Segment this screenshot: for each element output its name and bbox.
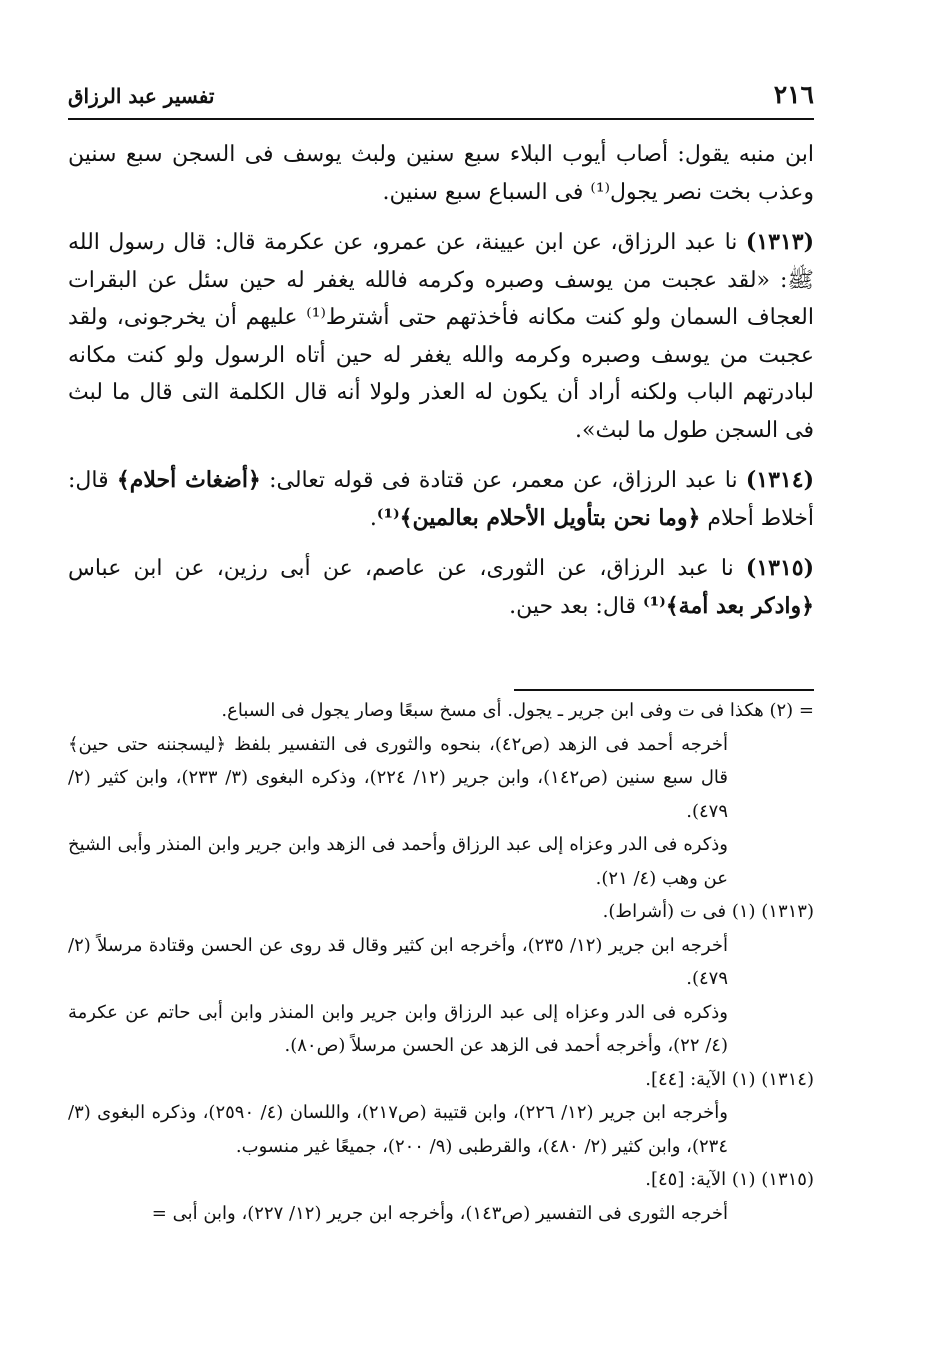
hadith-number: (١٣١٤) bbox=[745, 467, 814, 493]
footnote: وأخرجه ابن جرير (١٢/ ٢٢٦)، وابن قتيبة (ص٢١٧)، واللسان (٤/ ٢٥٩٠)، وذكره البغوى (٣/ ٢٣٤)، وابن كثير (٢/ ٤٨٠)، والقرطبى (٩/ ٢٠٠)، جميعًا غير منسوب. bbox=[68, 1102, 728, 1157]
footnote: وذكره فى الدر وعزاه إلى عبد الرزاق وابن جرير وابن المنذر وابن أبى حاتم عن عكرمة (٤/ ٢٢)، وأخرجه أحمد فى الزهد عن الحسن مرسلاً (ص٨٠). bbox=[68, 1001, 728, 1056]
page-header bbox=[68, 78, 814, 120]
hadith-text: نا عبد الرزاق، عن ابن عيينة، عن عمرو، عن عكرمة قال: قال رسول الله ﷺ: «لقد عجبت من يوسف وصبره وكرمه فالله يغفر له حين سئل عن البقرات العجاف السمان ولو كنت مكانه فأخذتهم حتى أشترط⁽¹⁾ عليهم أن يخرجونى، ولقد عجبت من يوسف وصبره وكرمه والله يغفر له حين أتاه الرسول ولو كنت مكانه لبادرتهم الباب ولكنه أراد أن يكون له العذر ولولا أنه قال الكلمة التى قال ما لبث فى السجن طول ما لبث». bbox=[68, 230, 814, 443]
paragraph-1315 bbox=[68, 550, 814, 625]
quran-verse: ﴿وادكر بعد أمة﴾⁽¹⁾ bbox=[643, 592, 814, 619]
footnote: (١٣١٣) (١) فى ت (أشراط). bbox=[602, 901, 814, 922]
paragraph-1314 bbox=[68, 462, 814, 537]
hadith-text: نا عبد الرزاق، عن معمر، عن قتادة فى قوله تعالى: bbox=[260, 468, 746, 493]
paragraph-1313 bbox=[68, 224, 814, 449]
running-title: تفسير عبد الرزاق bbox=[68, 84, 215, 108]
hadith-text: قال: بعد حين. bbox=[509, 593, 644, 619]
footnote: أخرجه أحمد فى الزهد (ص٤٢)، بنحوه والثورى فى التفسير بلفظ ﴿ليسجننه حتى حين﴾ قال سبع سنين (ص١٤٢)، وابن جرير (١٢/ ٢٢٤)، وذكره البغوى (٣/ ٢٣٣)، وابن كثير (٢/ ٤٧٩). bbox=[68, 733, 728, 822]
footnote: أخرجه ابن جرير (١٢/ ٢٣٥)، وأخرجه ابن كثير وقال قد روى عن الحسن وقتادة مرسلاً (٢/ ٤٧٩). bbox=[68, 934, 728, 989]
quran-verse: ﴿وما نحن بتأويل الأحلام بعالمين﴾⁽¹⁾ bbox=[376, 504, 701, 531]
footnote: وذكره فى الدر وعزاه إلى عبد الرزاق وأحمد فى الزهد وابن جرير وابن المنذر وأبى الشيخ عن وهب (٤/ ٢١). bbox=[68, 834, 728, 889]
hadith-text: نا عبد الرزاق، عن الثورى، عن عاصم، عن أبى رزين، عن ابن عباس bbox=[68, 556, 746, 581]
page-number: ٢١٦ bbox=[773, 80, 814, 109]
hadith-number: (١٣١٣) bbox=[745, 229, 814, 255]
hadith-text: . bbox=[369, 505, 377, 531]
footnote: (١٣١٥) (١) الآية: [٤٥]. bbox=[645, 1169, 814, 1190]
hadith-text: قال: أخلاط أحلام bbox=[68, 468, 814, 531]
footnote: = (٢) هكذا فى ت وفى ابن جرير ـ يجول. أى مسخ سبعًا وصار يجول فى السباع. bbox=[221, 700, 814, 721]
main-text bbox=[68, 136, 814, 638]
footnote: أخرجه الثورى فى التفسير (ص١٤٣)، وأخرجه ابن جرير (١٢/ ٢٢٧)، وابن أبى = bbox=[151, 1202, 728, 1224]
quran-verse: ﴿أضغاث أحلام﴾ bbox=[116, 467, 261, 493]
hadith-number: (١٣١٥) bbox=[745, 555, 814, 581]
paragraph-1: ابن منبه يقول: أصاب أيوب البلاء سبع سنين ولبث يوسف فى السجن سبع سنين وعذب بخت نصر يجول⁽¹⁾ فى السباع سبع سنين. bbox=[68, 142, 814, 205]
footnote: (١٣١٤) (١) الآية: [٤٤]. bbox=[645, 1068, 814, 1090]
footnotes bbox=[68, 694, 814, 1230]
footnote-separator bbox=[514, 689, 814, 691]
